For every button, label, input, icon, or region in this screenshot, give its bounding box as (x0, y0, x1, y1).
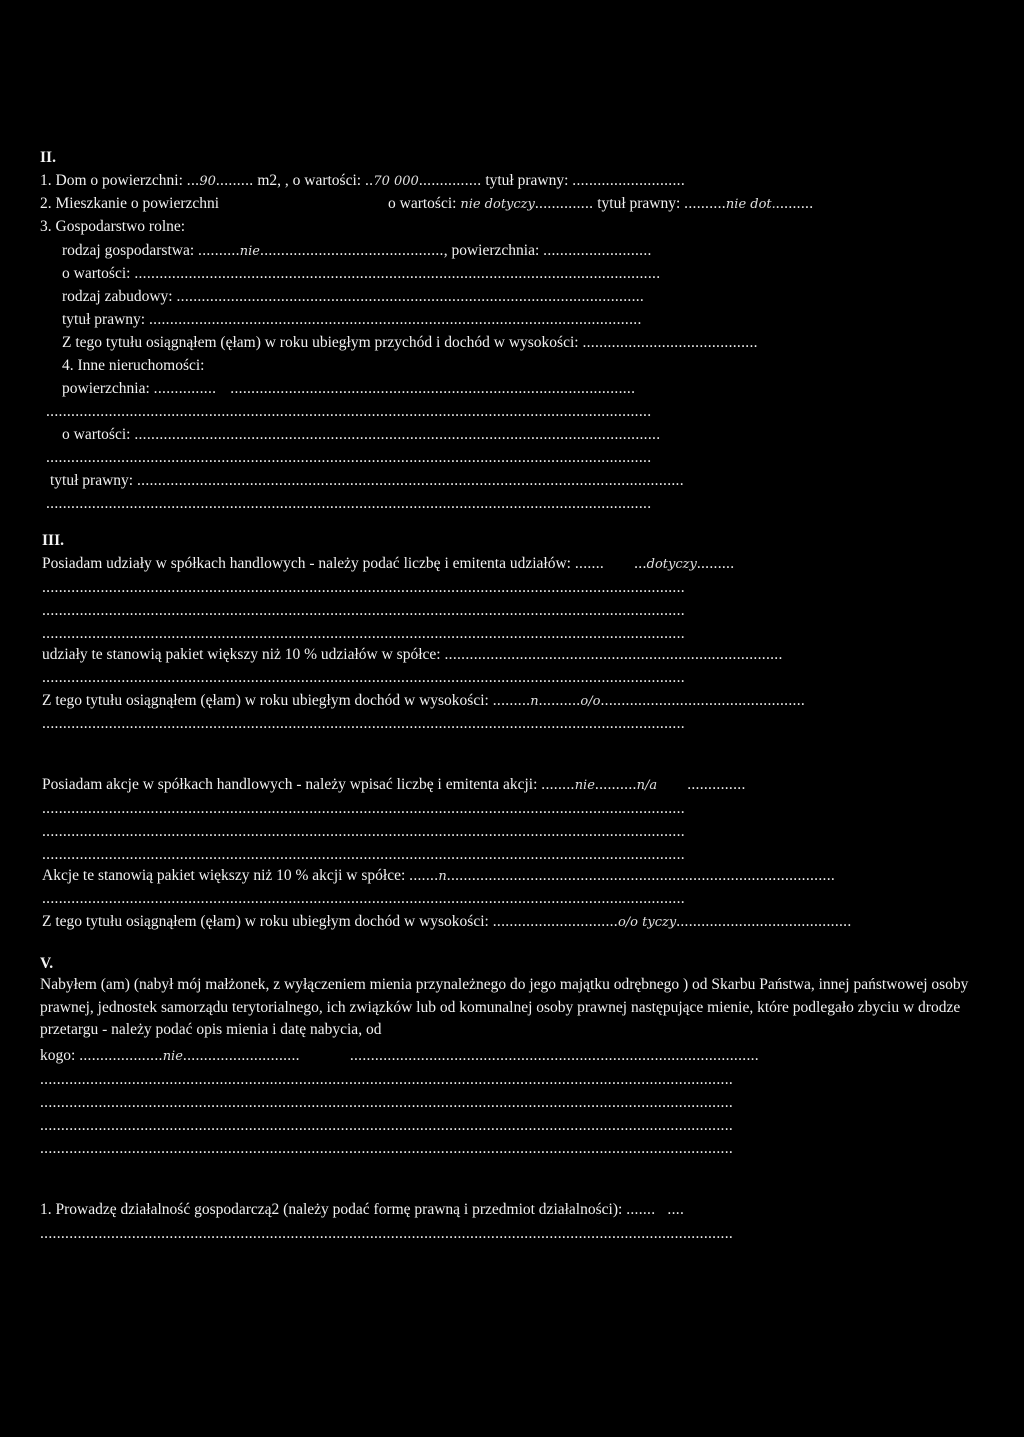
shares-income-extra-line: .......................................................................................................................................................... (42, 715, 685, 732)
farm-heading: 3. Gospodarstwo rolne: (40, 218, 186, 235)
farm-value-line: o wartości: .............................................................................................................................. (62, 265, 661, 282)
acquired-property-paragraph: Nabyłem (am) (nabył mój małżonek, z wyłączeniem mienia przynależnego do jego majątku odrębnego ) od Skarbu Państwa, innej państwowej osoby prawnej, jednostek samorządu terytorialnego, ich związków lub od komunalnej osoby prawnej następujące mienie, które podlegało zbyciu w drodze przetargu - należy podać opis mienia i datę nabycia, od (40, 976, 969, 1038)
shares-extra-line-3: .......................................................................................................................................................... (42, 625, 685, 642)
acquired-extra-line-3: ...................................................................................................................................................................... (40, 1117, 734, 1134)
stocks-10pct-extra-line: .......................................................................................................................................................... (42, 890, 685, 907)
farm-income-line: Z tego tytułu osiągnąłem (ęłam) w roku ubiegłym przychód i dochód w wysokości: .......................................... (62, 334, 758, 351)
section-v-heading: V. (40, 955, 54, 972)
acquired-extra-line-4: ...................................................................................................................................................................... (40, 1140, 734, 1157)
other-value-line: o wartości: .............................................................................................................................. (62, 426, 661, 443)
other-property-heading: 4. Inne nieruchomości: (62, 357, 205, 374)
farm-type-line: rodzaj gospodarstwa: ..........nie............................................, powierzchnia: .......................... (62, 242, 652, 259)
business-activity-extra-line: ...................................................................................................................................................................... (40, 1225, 734, 1242)
house-value: 70 000 (373, 174, 419, 189)
acquired-from-line: kogo: ....................nie............................ .................................................................................................. (40, 1047, 759, 1064)
business-activity-line: 1. Prowadzę działalność gospodarczą2 (należy podać formę prawną i przedmiot działalności): ....... .... (40, 1201, 685, 1218)
other-area-line: powierzchnia: ............... ................................................................................................. (62, 380, 636, 397)
stocks-value-1: nie (574, 778, 595, 793)
shares-10pct-extra-line: .......................................................................................................................................................... (42, 669, 685, 686)
apartment-value: nie dotyczy (460, 197, 535, 212)
other-title-line: tytuł prawny: ................................................................................................................................... (50, 472, 684, 489)
apartment-title-value: nie dot. (725, 197, 776, 212)
stocks-extra-line-1: .......................................................................................................................................................... (42, 800, 685, 817)
stocks-10pct-value: n (438, 869, 447, 884)
stocks-income-line: Z tego tytułu osiągnąłem (ęłam) w roku ubiegłym dochód w wysokości: ..............................o/o tyczy.......................................... (42, 913, 852, 930)
shares-income-line: Z tego tytułu osiągnąłem (ęłam) w roku ubiegłym dochód w wysokości: .........n..........o/o................................................. (42, 692, 806, 709)
shares-income-value-2: o/o (580, 694, 601, 709)
house-line: 1. Dom o powierzchni: ...90......... m2, , o wartości: ..70 000............... tytuł prawny: ........................... (40, 172, 686, 189)
house-area-value: 90 (199, 174, 216, 189)
section-iii-heading: III. (42, 532, 64, 549)
other-area-extra-line: ................................................................................................................................................. (46, 403, 652, 420)
shares-income-value-1: n (530, 694, 539, 709)
other-value-extra-line: ................................................................................................................................................. (46, 449, 652, 466)
stocks-10pct-line: Akcje te stanowią pakiet większy niż 10 % akcji w spółce: .......n............................................................................................. (42, 867, 836, 884)
stocks-income-value: o/o tyczy (617, 915, 677, 930)
apartment-value-line: o wartości: nie dotyczy.............. tytuł prawny: ..........nie dot.......... (388, 195, 814, 212)
shares-line: Posiadam udziały w spółkach handlowych - należy podać liczbę i emitenta udziałów: ....... ...dotyczy......... (42, 555, 735, 572)
farm-title-line: tytuł prawny: ...................................................................................................................... (62, 311, 642, 328)
apartment-line: 2. Mieszkanie o powierzchni (40, 195, 220, 212)
acquired-extra-line-2: ...................................................................................................................................................................... (40, 1094, 734, 1111)
stocks-value-2: n/a (636, 778, 658, 793)
other-title-extra-line: ................................................................................................................................................. (46, 495, 652, 512)
stocks-extra-line-2: .......................................................................................................................................................... (42, 823, 685, 840)
shares-extra-line-1: .......................................................................................................................................................... (42, 579, 685, 596)
section-ii-heading: II. (40, 149, 56, 166)
acquired-extra-line-1: ...................................................................................................................................................................... (40, 1071, 734, 1088)
shares-extra-line-2: .......................................................................................................................................................... (42, 602, 685, 619)
shares-10pct-line: udziały te stanowią pakiet większy niż 10 % udziałów w spółce: ................................................................................. (42, 646, 783, 663)
farm-type-value: nie (239, 244, 261, 259)
stocks-line: Posiadam akcje w spółkach handlowych - należy wpisać liczbę i emitenta akcji: ........nie..........n/a .............. (42, 776, 746, 793)
farm-buildings-line: rodzaj zabudowy: ................................................................................................................ (62, 288, 645, 305)
acquired-from-value: nie (162, 1049, 183, 1064)
stocks-extra-line-3: .......................................................................................................................................................... (42, 846, 685, 863)
shares-value: dotyczy (646, 557, 697, 572)
